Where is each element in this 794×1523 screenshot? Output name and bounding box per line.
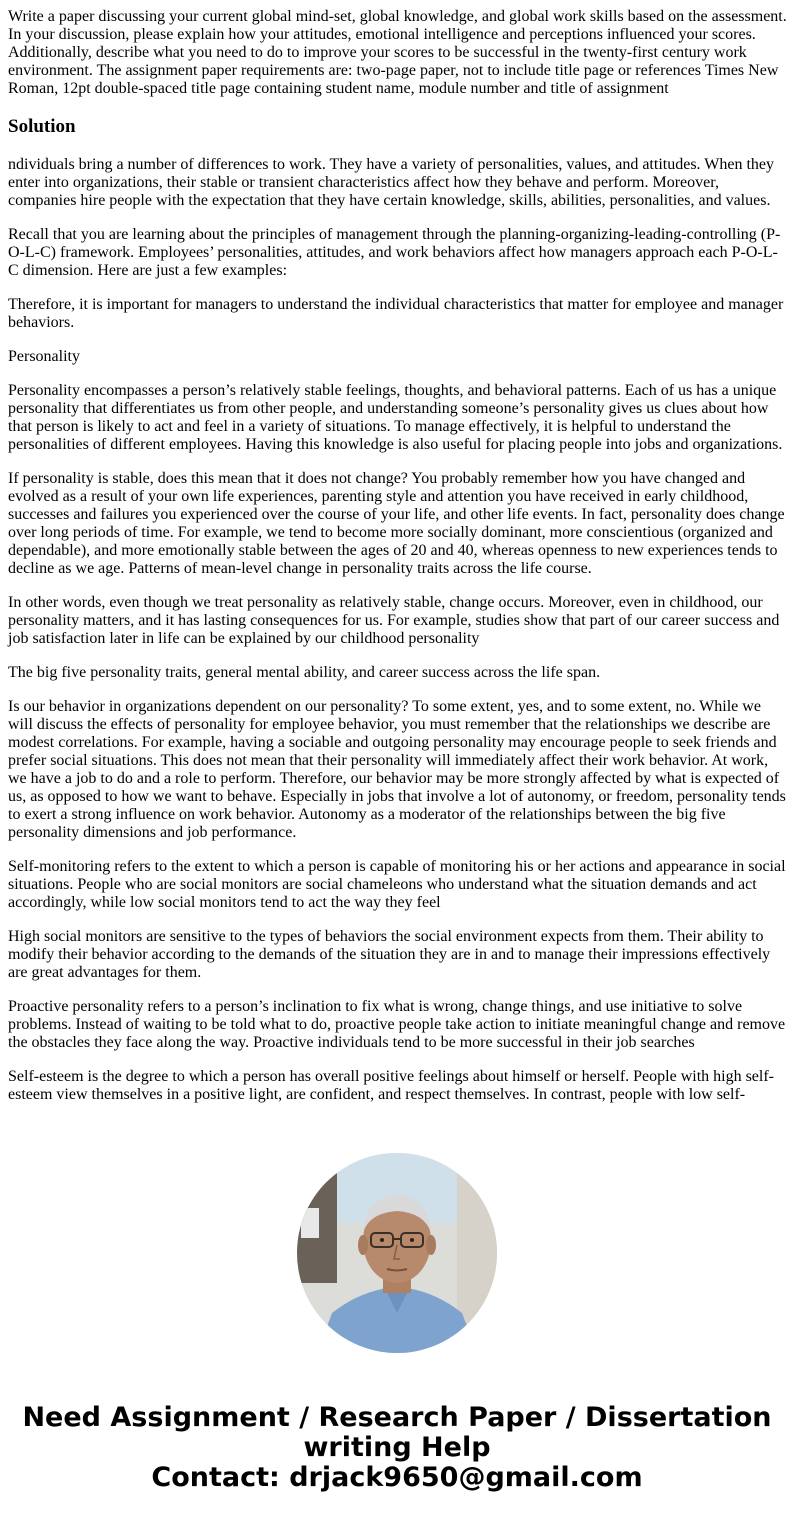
contact-banner bbox=[0, 1403, 794, 1493]
solution-paragraph-6: If personality is stable, does this mean that it does not change? You probably remember how you have changed and evolved as a result of your own life experiences, parenting style and attention you have received in early childhood, successes and failures you experienced over the course of your life, and other life events. In fact, personality does change over long periods of time. For example, we tend to become more socially dominant, more conscientious (organized and dependable), and more emotionally stable between the ages of 20 and 40, whereas openness to new experiences tends to decline as we age. Patterns of mean-level change in personality traits across the life course. bbox=[8, 470, 785, 577]
solution-paragraph-1: ndividuals bring a number of differences to work. They have a variety of personalities, values, and attitudes. When they enter into organizations, their stable or transient characteristics affect how they behave and perform. Moreover, companies hire people with the expectation that they have certain knowledge, skills, abilities, personalities, and values. bbox=[8, 156, 774, 209]
solution-paragraph-9: Is our behavior in organizations dependent on our personality? To some extent, yes, and to some extent, no. While we will discuss the effects of personality for employee behavior, you must remember that the relationships we describe are modest correlations. For example, having a sociable and outgoing personality may encourage people to seek friends and prefer social situations. This does not mean that their personality will immediately affect their work behavior. At work, we have a job to do and a role to perform. Therefore, our behavior may be more strongly affected by what is expected of us, as opposed to how we want to behave. Especially in jobs that involve a lot of autonomy, or freedom, personality tends to exert a strong influence on work behavior. Autonomy as a moderator of the relationships between the big five personality dimensions and job performance. bbox=[8, 698, 786, 841]
solution-paragraph-2: Recall that you are learning about the principles of management through the planning-organizing-leading-controlling (P-O-L-C) framework. Employees’ personalities, attitudes, and work behaviors affect how managers approach each P-O-L-C dimension. Here are just a few examples: bbox=[8, 226, 781, 279]
document-body bbox=[8, 8, 787, 1104]
contact-email: Contact: drjack9650@gmail.com bbox=[151, 1462, 643, 1493]
section-label-personality: Personality bbox=[8, 348, 80, 365]
cta-line-2: writing Help bbox=[303, 1432, 491, 1463]
cta-line-1: Need Assignment / Research Paper / Dissertation bbox=[22, 1402, 772, 1433]
solution-paragraph-13: Self-esteem is the degree to which a person has overall positive feelings about himself or herself. People with high self-esteem view themselves in a positive light, are confident, and respect themselves. In contrast, people with low self- bbox=[8, 1068, 775, 1103]
solution-paragraph-3: Therefore, it is important for managers to understand the individual characteristics that matter for employee and manager behaviors. bbox=[8, 296, 784, 331]
author-portrait-image bbox=[297, 1153, 497, 1353]
assignment-question: Write a paper discussing your current global mind-set, global knowledge, and global work skills based on the assessment. In your discussion, please explain how your attitudes, emotional intelligence and perceptions influenced your scores. Additionally, describe what you need to do to improve your scores to be successful in the twenty-first century work environment. The assignment paper requirements are: two-page paper, not to include title page or references Times New Roman, 12pt double-spaced title page containing student name, module number and title of assignment bbox=[8, 8, 787, 97]
solution-heading: Solution bbox=[8, 116, 76, 137]
solution-paragraph-12: Proactive personality refers to a person’s inclination to fix what is wrong, change things, and use initiative to solve problems. Instead of waiting to be told what to do, proactive people take action to initiate meaningful change and remove the obstacles they face along the way. Proactive individuals tend to be more successful in their job searches bbox=[8, 998, 786, 1051]
solution-paragraph-7: In other words, even though we treat personality as relatively stable, change occurs. Moreover, even in childhood, our personality matters, and it has lasting consequences for us. For example, studies show that part of our career success and job satisfaction later in life can be explained by our childhood personality bbox=[8, 594, 780, 647]
solution-paragraph-8: The big five personality traits, general mental ability, and career success across the life span. bbox=[8, 664, 601, 681]
author-avatar bbox=[297, 1153, 497, 1353]
solution-paragraph-11: High social monitors are sensitive to the types of behaviors the social environment expects from them. Their ability to modify their behavior according to the demands of the situation they are in and to manage their impressions effectively are great advantages for them. bbox=[8, 928, 771, 981]
solution-paragraph-5: Personality encompasses a person’s relatively stable feelings, thoughts, and behavioral patterns. Each of us has a unique personality that differentiates us from other people, and understanding someone’s personality gives us clues about how that person is likely to act and feel in a variety of situations. To manage effectively, it is helpful to understand the personalities of different employees. Having this knowledge is also useful for placing people into jobs and organizations. bbox=[8, 382, 783, 453]
solution-paragraph-10: Self-monitoring refers to the extent to which a person is capable of monitoring his or her actions and appearance in social situations. People who are social monitors are social chameleons who understand what the situation demands and act accordingly, while low social monitors tend to act the way they feel bbox=[8, 858, 786, 911]
